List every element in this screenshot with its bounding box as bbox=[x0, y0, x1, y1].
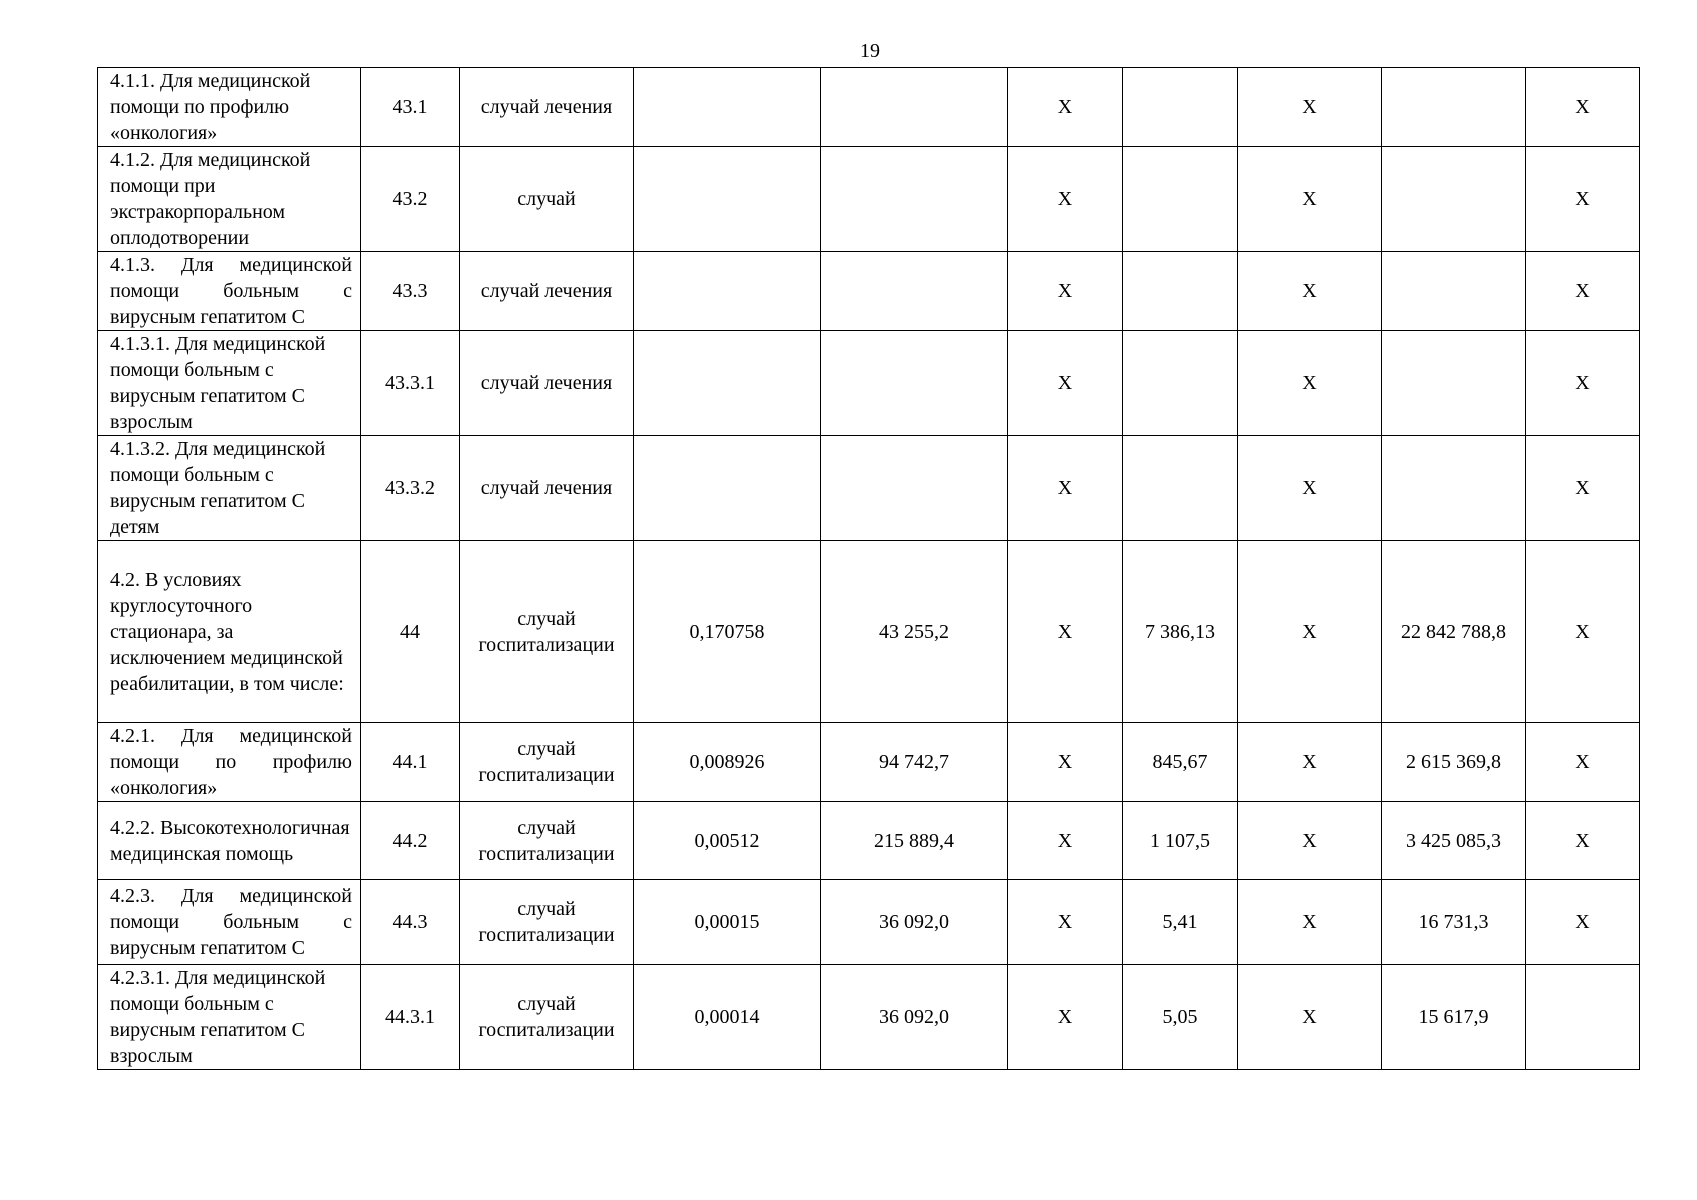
row-col10-cell: Х bbox=[1526, 331, 1640, 436]
row-code-cell: 43.3.1 bbox=[361, 331, 460, 436]
row-col9-cell bbox=[1382, 147, 1526, 252]
row-col10-cell: Х bbox=[1526, 252, 1640, 331]
row-name-cell: 4.2.1. Для медицинской помощи по профилю «онкология» bbox=[98, 723, 361, 802]
row-col10-cell: Х bbox=[1526, 68, 1640, 147]
row-col7-cell bbox=[1123, 331, 1238, 436]
row-name-cell: 4.2.3. Для медицинской помощи больным с вирусным гепатитом С bbox=[98, 880, 361, 965]
row-col9-cell bbox=[1382, 331, 1526, 436]
row-col8-cell: Х bbox=[1238, 723, 1382, 802]
table-row bbox=[98, 252, 1640, 331]
row-code-cell: 44 bbox=[361, 541, 460, 723]
row-cost-cell bbox=[821, 147, 1008, 252]
row-name-cell: 4.1.2. Для медицинской помощи при экстракорпоральном оплодотворении bbox=[98, 147, 361, 252]
row-unit-cell: случай госпитализации bbox=[460, 723, 634, 802]
row-col7-cell bbox=[1123, 68, 1238, 147]
row-code-cell: 43.3.2 bbox=[361, 436, 460, 541]
row-norm-cell: 0,00015 bbox=[634, 880, 821, 965]
row-col9-cell bbox=[1382, 252, 1526, 331]
row-norm-cell: 0,00014 bbox=[634, 965, 821, 1070]
row-col6-cell: Х bbox=[1008, 252, 1123, 331]
row-code-cell: 44.3 bbox=[361, 880, 460, 965]
row-code-cell: 44.2 bbox=[361, 802, 460, 880]
row-col9-cell bbox=[1382, 436, 1526, 541]
row-name-cell: 4.2.3.1. Для медицинской помощи больным с вирусным гепатитом С взрослым bbox=[98, 965, 361, 1070]
row-col7-cell: 5,05 bbox=[1123, 965, 1238, 1070]
row-col8-cell: Х bbox=[1238, 965, 1382, 1070]
row-name-cell: 4.1.3.2. Для медицинской помощи больным с вирусным гепатитом С детям bbox=[98, 436, 361, 541]
row-col7-cell: 1 107,5 bbox=[1123, 802, 1238, 880]
row-cost-cell: 36 092,0 bbox=[821, 880, 1008, 965]
row-unit-cell: случай лечения bbox=[460, 436, 634, 541]
row-unit-cell: случай госпитализации bbox=[460, 965, 634, 1070]
row-col9-cell: 3 425 085,3 bbox=[1382, 802, 1526, 880]
table-row bbox=[98, 541, 1640, 723]
row-name-cell: 4.2.2. Высокотехнологичная медицинская помощь bbox=[98, 802, 361, 880]
row-cost-cell: 215 889,4 bbox=[821, 802, 1008, 880]
row-col9-cell: 16 731,3 bbox=[1382, 880, 1526, 965]
row-unit-cell: случай лечения bbox=[460, 252, 634, 331]
row-col9-cell: 22 842 788,8 bbox=[1382, 541, 1526, 723]
row-col7-cell: 5,41 bbox=[1123, 880, 1238, 965]
row-col6-cell: Х bbox=[1008, 68, 1123, 147]
row-unit-cell: случай госпитализации bbox=[460, 880, 634, 965]
row-col8-cell: Х bbox=[1238, 880, 1382, 965]
row-unit-cell: случай bbox=[460, 147, 634, 252]
row-col6-cell: Х bbox=[1008, 965, 1123, 1070]
row-col8-cell: Х bbox=[1238, 331, 1382, 436]
row-code-cell: 44.3.1 bbox=[361, 965, 460, 1070]
row-norm-cell bbox=[634, 331, 821, 436]
table-row bbox=[98, 147, 1640, 252]
table-row bbox=[98, 68, 1640, 147]
row-col6-cell: Х bbox=[1008, 802, 1123, 880]
row-col6-cell: Х bbox=[1008, 880, 1123, 965]
row-col7-cell bbox=[1123, 252, 1238, 331]
row-col10-cell: Х bbox=[1526, 802, 1640, 880]
row-col6-cell: Х bbox=[1008, 723, 1123, 802]
table-row bbox=[98, 802, 1640, 880]
row-norm-cell: 0,008926 bbox=[634, 723, 821, 802]
row-col10-cell: Х bbox=[1526, 147, 1640, 252]
row-cost-cell bbox=[821, 331, 1008, 436]
row-unit-cell: случай госпитализации bbox=[460, 802, 634, 880]
row-col10-cell: Х bbox=[1526, 723, 1640, 802]
row-col9-cell: 2 615 369,8 bbox=[1382, 723, 1526, 802]
row-name-cell: 4.1.3. Для медицинской помощи больным с вирусным гепатитом С bbox=[98, 252, 361, 331]
row-col6-cell: Х bbox=[1008, 331, 1123, 436]
row-unit-cell: случай госпитализации bbox=[460, 541, 634, 723]
row-cost-cell: 43 255,2 bbox=[821, 541, 1008, 723]
row-norm-cell: 0,170758 bbox=[634, 541, 821, 723]
row-col10-cell: Х bbox=[1526, 880, 1640, 965]
row-norm-cell bbox=[634, 68, 821, 147]
row-col8-cell: Х bbox=[1238, 68, 1382, 147]
row-norm-cell bbox=[634, 252, 821, 331]
table-row bbox=[98, 880, 1640, 965]
row-cost-cell: 94 742,7 bbox=[821, 723, 1008, 802]
row-col10-cell: Х bbox=[1526, 541, 1640, 723]
row-col7-cell bbox=[1123, 147, 1238, 252]
row-col6-cell: Х bbox=[1008, 147, 1123, 252]
row-norm-cell: 0,00512 bbox=[634, 802, 821, 880]
row-cost-cell bbox=[821, 436, 1008, 541]
row-norm-cell bbox=[634, 147, 821, 252]
row-col6-cell: Х bbox=[1008, 541, 1123, 723]
row-name-cell: 4.1.3.1. Для медицинской помощи больным с вирусным гепатитом С взрослым bbox=[98, 331, 361, 436]
table-row bbox=[98, 723, 1640, 802]
row-name-cell: 4.2. В условиях круглосуточного стационара, за исключением медицинской реабилитации, в том числе: bbox=[98, 541, 361, 723]
row-col9-cell: 15 617,9 bbox=[1382, 965, 1526, 1070]
row-col6-cell: Х bbox=[1008, 436, 1123, 541]
row-col8-cell: Х bbox=[1238, 802, 1382, 880]
data-table bbox=[97, 67, 1640, 1070]
row-cost-cell bbox=[821, 252, 1008, 331]
row-code-cell: 44.1 bbox=[361, 723, 460, 802]
table-row bbox=[98, 965, 1640, 1070]
row-name-cell: 4.1.1. Для медицинской помощи по профилю «онкология» bbox=[98, 68, 361, 147]
row-code-cell: 43.2 bbox=[361, 147, 460, 252]
table-row bbox=[98, 331, 1640, 436]
row-cost-cell bbox=[821, 68, 1008, 147]
row-col8-cell: Х bbox=[1238, 541, 1382, 723]
table-row bbox=[98, 436, 1640, 541]
row-code-cell: 43.3 bbox=[361, 252, 460, 331]
row-col9-cell bbox=[1382, 68, 1526, 147]
row-col8-cell: Х bbox=[1238, 436, 1382, 541]
row-code-cell: 43.1 bbox=[361, 68, 460, 147]
row-norm-cell bbox=[634, 436, 821, 541]
row-col7-cell: 845,67 bbox=[1123, 723, 1238, 802]
row-col8-cell: Х bbox=[1238, 252, 1382, 331]
row-col10-cell: Х bbox=[1526, 436, 1640, 541]
page-number: 19 bbox=[860, 40, 880, 62]
row-col8-cell: Х bbox=[1238, 147, 1382, 252]
row-col7-cell bbox=[1123, 436, 1238, 541]
row-unit-cell: случай лечения bbox=[460, 68, 634, 147]
row-col7-cell: 7 386,13 bbox=[1123, 541, 1238, 723]
row-unit-cell: случай лечения bbox=[460, 331, 634, 436]
row-col10-cell bbox=[1526, 965, 1640, 1070]
row-cost-cell: 36 092,0 bbox=[821, 965, 1008, 1070]
